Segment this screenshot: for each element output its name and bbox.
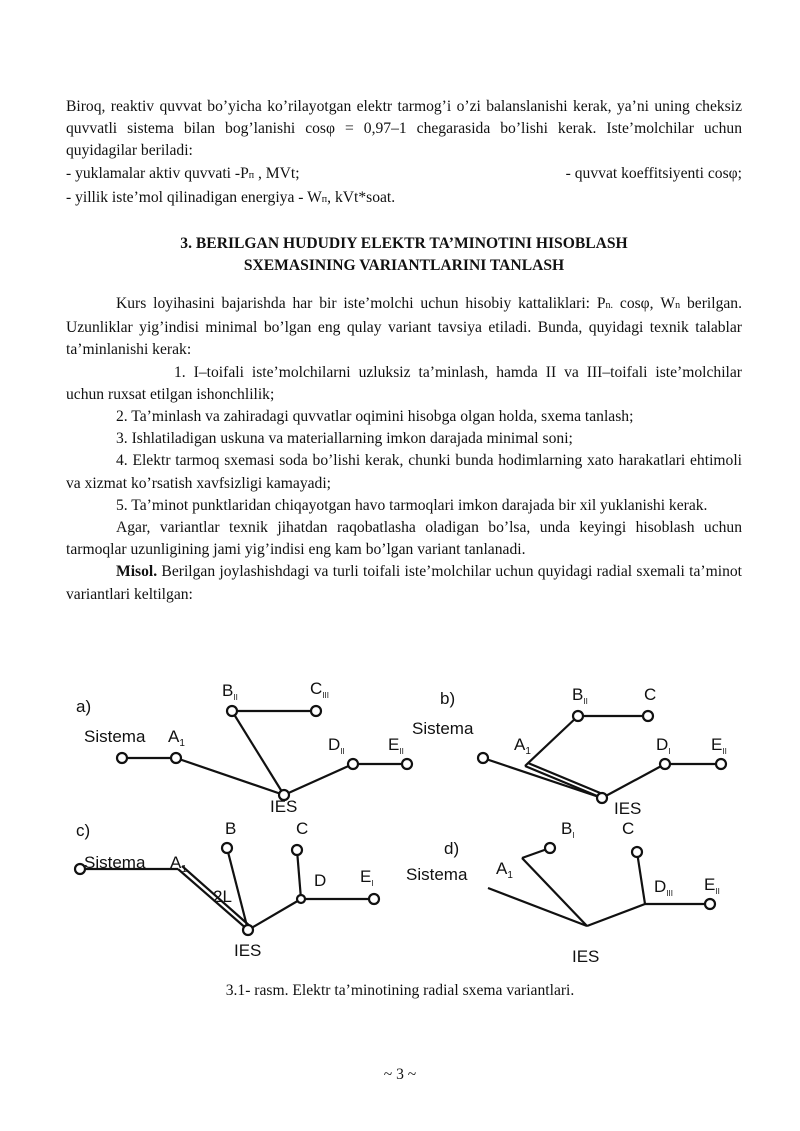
scheme-b-tag: b) [440, 689, 456, 708]
paragraph-example [66, 561, 742, 605]
scheme-d-d-label: $D_{III}$ [654, 877, 673, 898]
scheme-c-d-label: D [314, 871, 327, 890]
example-label: Misol. [116, 563, 158, 581]
scheme-b-e-label: $E_{II}$ [711, 735, 727, 756]
subscript: n [675, 300, 681, 312]
scheme-c-ies-label: IES [234, 941, 262, 960]
scheme-a-tag: a) [76, 697, 92, 716]
scheme-b-sistema-label: Sistema [412, 719, 474, 738]
given-list-row-2 [66, 187, 742, 211]
scheme-d-c-label: C [622, 819, 635, 838]
requirement-item-3: 3. Ishlatiladigan uskuna va materiallarning imkon darajada minimal soni; [116, 430, 573, 448]
section-heading-line-1: 3. BERILGAN HUDUDIY ELEKTR TA’MINOTINI HISOBLASH [180, 235, 628, 253]
scheme-b-c-label: C [644, 685, 657, 704]
given-item-unit: , kVt*soat. [327, 188, 396, 206]
scheme-c-tag: c) [76, 821, 91, 840]
paragraph-text: Berilgan joylashishdagi va turli toifali iste’molchilar uchun quyidagi radial sxemali ta’minot variantlari keltilgan: [66, 563, 742, 603]
scheme-c-line-label: 2L [213, 887, 232, 906]
intro-paragraph: Biroq, reaktiv quvvat bo’yicha ko’rilayotgan elektr tarmog’i o’zi balanslanishi kerak, ya’ni uning cheksiz quvvatli sistema bilan bog’lanishi cosφ = 0,97–1 chegarasida bo’lishi kerak. Iste’molchilar uchun quyidagilar beriladi: [66, 98, 742, 160]
requirement-item-5: 5. Ta’minot punktlaridan chiqayotgan havo tarmoqlari imkon darajada bir xil yuklanishi kerak. [116, 496, 708, 514]
scheme-a-e-label: $E_{II}$ [388, 735, 404, 756]
figure-caption: 3.1- rasm. Elektr ta’minotining radial sxema variantlari. [225, 982, 575, 999]
given-list-row-1 [66, 163, 742, 187]
given-item-active-power [66, 163, 300, 187]
paragraph-text: berilgan. Uzunliklar yig’indisi minimal bo’lgan eng qulay variant tavsiya etiladi. Bunda, quyidagi texnik talablar ta’minlanishi kerak: [66, 295, 742, 359]
paragraph-given-quantities [66, 293, 742, 362]
paragraph-text: Kurs loyihasini bajarishda har bir iste’molchi uchun hisobiy kattaliklari: P [116, 295, 606, 313]
scheme-c-sistema-label: Sistema [84, 853, 146, 872]
scheme-a-ies-label: IES [270, 797, 298, 816]
scheme-b-ies-label: IES [614, 799, 642, 818]
given-item-text: - yuklamalar aktiv quvvati -P [66, 164, 249, 182]
scheme-c-e-label: $E_I$ [360, 867, 374, 888]
scheme-b-b-label: $B_{II}$ [572, 685, 588, 706]
scheme-b-a1-label: $A_1$ [514, 735, 531, 757]
scheme-b-d-label: $D_I$ [656, 735, 671, 756]
scheme-d-tag: d) [444, 839, 460, 858]
paragraph-selection-rule: Agar, variantlar texnik jihatdan raqobatlasha oladigan bo’lsa, unda keyingi hisoblash uchun tarmoqlar uzunligining jami yig’indisi eng kam bo’lgan variant tanlanadi. [66, 519, 742, 559]
subscript: п [248, 169, 255, 181]
given-item-unit: , MVt; [254, 164, 300, 182]
scheme-a-a1-label: $A_1$ [168, 727, 185, 749]
subscript: п [321, 193, 328, 205]
subscript: n. [605, 300, 614, 312]
scheme-a-b-label: $B_{II}$ [222, 681, 238, 702]
scheme-c-c-label: C [296, 819, 309, 838]
requirement-item-2: 2. Ta’minlash va zahiradagi quvvatlar oqimini hisobga olgan holda, sxema tanlash; [116, 408, 634, 426]
scheme-d-sistema-label: Sistema [406, 865, 468, 884]
page-number: ~ 3 ~ [383, 1066, 417, 1083]
section-heading [66, 233, 742, 277]
given-item-text: - yillik iste’mol qilinadigan energiya - W [66, 188, 322, 206]
requirement-item-4: 4. Elektr tarmoq sxemasi soda bo’lishi kerak, chunki bunda hodimlarning xato harakatlari ehtimoli va xizmat ko’rsatish xavfsizligi kamayadi; [66, 452, 742, 492]
scheme-a-sistema-label: Sistema [84, 727, 146, 746]
requirement-item-1: 1. I–toifali iste’molchilarni uzluksiz ta’minlash, hamda II va III–toifali iste’molchilar uchun ruxsat etilgan ishonchlilik; [66, 363, 742, 403]
scheme-c-b-label: B [225, 819, 237, 838]
scheme-d-a1-label: $A_1$ [496, 859, 513, 881]
scheme-a-c-label: $C_{III}$ [310, 679, 329, 700]
scheme-a-d-label: $D_{II}$ [328, 735, 345, 756]
given-item-power-factor: - quvvat koeffitsiyenti cosφ; [565, 164, 742, 182]
section-heading-line-2: SXEMASINING VARIANTLARINI TANLASH [243, 257, 565, 275]
scheme-diagram [70, 670, 750, 970]
text-block [66, 96, 742, 606]
figure-radial-schemes [70, 670, 750, 970]
scheme-d-ies-label: IES [572, 947, 600, 966]
scheme-d-b-label: $B_I$ [561, 819, 575, 840]
paragraph-text: cosφ, W [613, 295, 676, 313]
scheme-c-a1-label: $A_1$ [170, 853, 187, 875]
scheme-d-e-label: $E_{II}$ [704, 875, 720, 896]
